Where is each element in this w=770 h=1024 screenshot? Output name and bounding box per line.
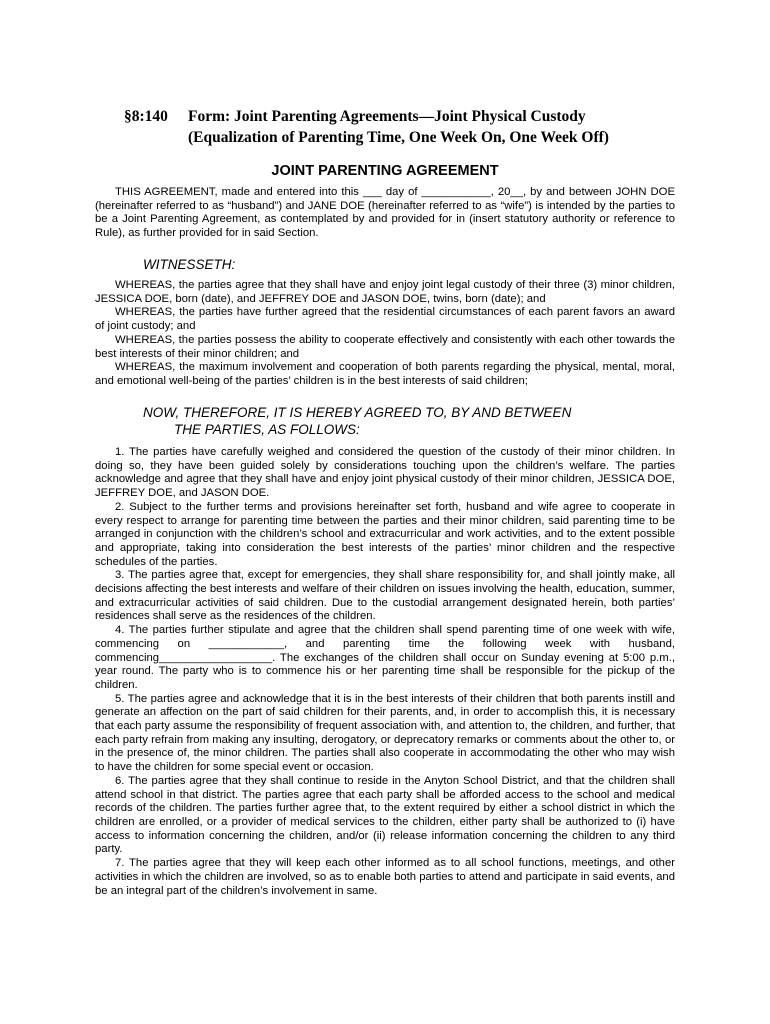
whereas-section — [95, 279, 675, 389]
whereas-clause: WHEREAS, the parties have further agreed that the residential circumstances of each parent favors an award of joint custody; and — [95, 306, 675, 333]
intro-section — [95, 186, 675, 241]
whereas-clause: WHEREAS, the maximum involvement and cooperation of both parents regarding the physical, mental, moral, and emotional well-being of the parties’ children is in the best interests of said children; — [95, 361, 675, 387]
whereas-clause: WHEREAS, the parties possess the ability to cooperate effectively and consistently with each other towards the best interests of their minor children; and — [95, 333, 675, 360]
term-paragraph: 7. The parties agree that they will keep each other informed as to all school functions, meetings, and other activities in which the children are involved, so as to enable both parties to attend and participate in said events, and be an integral part of the children’s involvement in same. — [95, 857, 675, 897]
section-number: §8:140 — [124, 108, 168, 125]
whereas-clause: WHEREAS, the parties agree that they shall have and enjoy joint legal custody of their three (3) minor children, JESSICA DOE, born (date), and JEFFREY DOE and JASON DOE, twins, born (date); and — [95, 279, 675, 305]
form-title-line1: Form: Joint Parenting Agreements—Joint Physical Custody — [188, 108, 586, 125]
form-header — [124, 106, 684, 148]
document-title: JOINT PARENTING AGREEMENT — [271, 163, 499, 179]
term-paragraph: 1. The parties have carefully weighed and considered the question of the custody of their minor children. In doing so, they have been guided solely by considerations touching upon the children’s welfare. The parties acknowledge and agree that they shall have and enjoy joint physical custody of their minor children, JESSICA DOE, JEFFREY DOE, and JASON DOE. — [95, 446, 675, 500]
term-paragraph: 4. The parties further stipulate and agree that the children shall spend parenting time of one week with wife, commencing on ____________, and parenting time the following week with husband, commencing__________________. The exchanges of the children shall occur on Sunday evening at 5:00 p.m., year round. The party who is to commence his or her parenting time shall be responsible for the pickup of the children. — [95, 624, 675, 691]
term-paragraph: 2. Subject to the further terms and provisions hereinafter set forth, husband and wife agree to cooperate in every respect to arrange for parenting time between the parties and their minor children, said parenting time to be arranged in conjunction with the children’s school and extracurricular and work activities, and to the extent possible and appropriate, taking into consideration the best interests of the parties’ minor children and the respective schedules of the parties. — [95, 500, 675, 568]
form-title-line2: (Equalization of Parenting Time, One Week On, One Week Off) — [188, 129, 609, 146]
form-header-line1 — [124, 106, 684, 127]
terms-section — [95, 446, 675, 898]
now-heading-line2: THE PARTIES, AS FOLLOWS: — [174, 421, 360, 437]
term-paragraph: 3. The parties agree that, except for emergencies, they shall share responsibility for, and shall jointly make, all decisions affecting the best interests and welfare of their children on issues involving the health, education, summer, and extracurricular activities of said children. Due to the custodial arrangement designated herein, both parties’ residences shall serve as the residences of the children. — [95, 569, 675, 623]
intro-paragraph: THIS AGREEMENT, made and entered into this ___ day of ___________, 20__, by and between JOHN DOE (hereinafter referred to as “husband”) and JANE DOE (hereinafter referred to as “wife”) is intended by the parties to be a Joint Parenting Agreement, as contemplated by and provided for in (insert statutory authority or reference to Rule), as further provided for in said Section. — [95, 186, 675, 240]
term-paragraph: 6. The parties agree that they shall continue to reside in the Anyton School District, and that the children shall attend school in that district. The parties agree that each party shall be afforded access to the school and medical records of the children. The parties further agree that, to the extent required by either a school district in which the children are enrolled, or a provider of medical services to the children, either party shall be authorized to (i) have access to information concerning the children, and/or (ii) release information concerning the children to any third party. — [95, 774, 675, 856]
witnesseth-heading: WITNESSETH: — [143, 257, 236, 272]
term-paragraph: 5. The parties agree and acknowledge that it is in the best interests of their children that both parents instill and generate an affection on the part of said children for their parents, and, in order to accomplish this, it is necessary that each party assume the responsibility of frequent association with, and attention to, the children, and further, that each party refrain from making any insulting, derogatory, or deprecatory remarks or comments about the other to, or in the presence of, the minor children. The parties shall also cooperate in accommodating the other who may wish to have the children for some special event or occasion. — [95, 692, 675, 774]
now-therefore-heading — [143, 405, 631, 438]
now-heading-line1: NOW, THEREFORE, IT IS HEREBY AGREED TO, BY AND BETWEEN — [143, 405, 572, 420]
